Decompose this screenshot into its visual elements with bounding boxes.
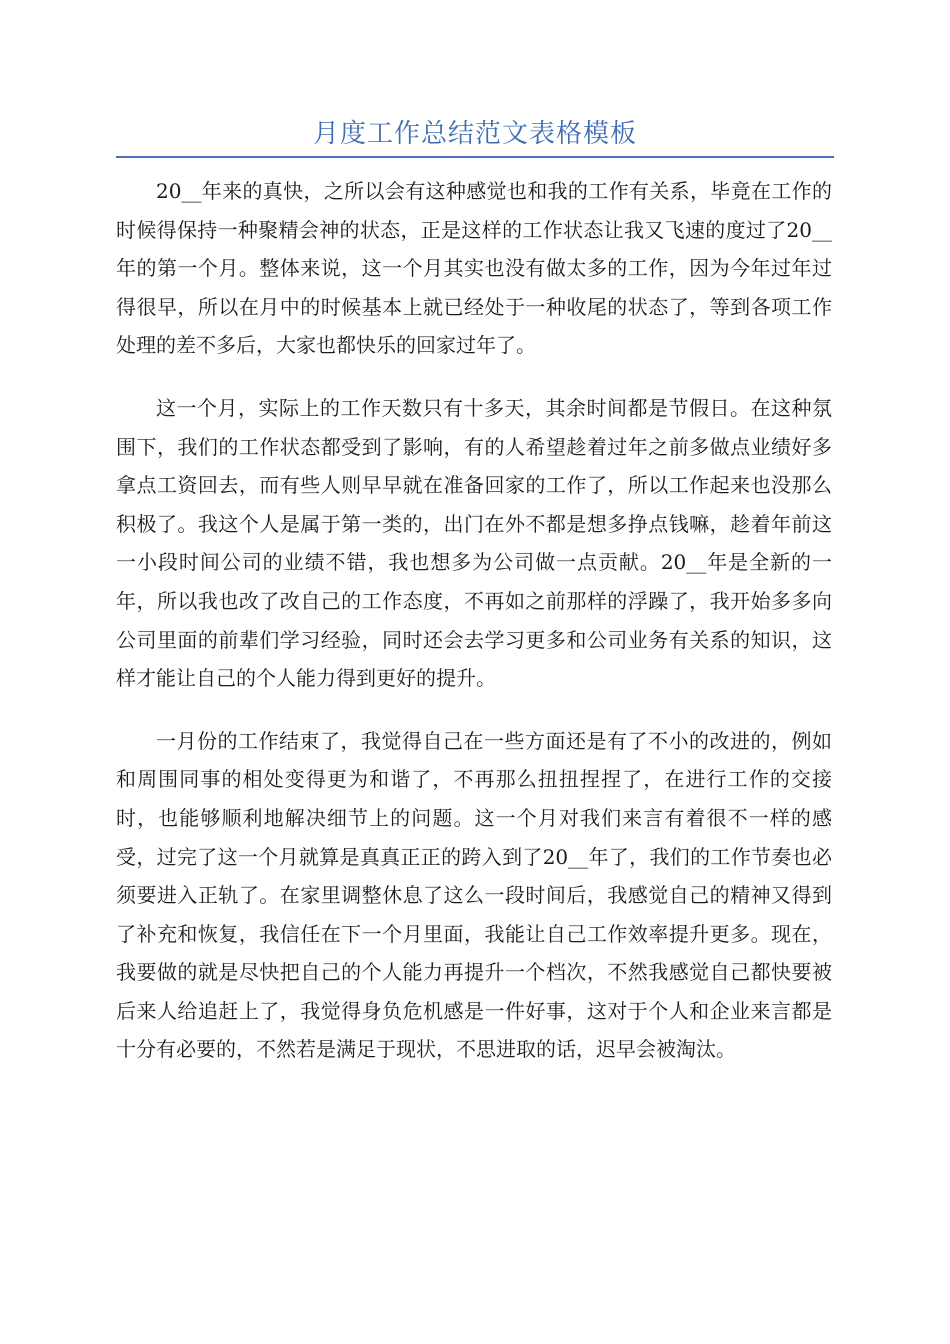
paragraph-1: 20__年来的真快，之所以会有这种感觉也和我的工作有关系，毕竟在工作的时候得保持一种聚精会神的状态，正是这样的工作状态让我又飞速的度过了20__年的第一个月。整体来说，这一个月其实也没有做太多的工作，因为今年过年过得很早，所以在月中的时候基本上就已经处于一种收尾的状态了，等到各项工作处理的差不多后，大家也都快乐的回家过年了。 [116,179,832,358]
paragraph-3: 一月份的工作结束了，我觉得自己在一些方面还是有了不小的改进的，例如和周围同事的相处变得更为和谐了，不再那么扭扭捏捏了，在进行工作的交接时，也能够顺利地解决细节上的问题。这一个月对我们来言有着很不一样的感受，过完了这一个月就算是真真正正的跨入到了20__年了，我们的工作节奏也必须要进入正轨了。在家里调整休息了这么一段时间后，我感觉自己的精神又得到了补充和恢复，我信任在下一个月里面，我能让自己工作效率提升更多。现在，我要做的就是尽快把自己的个人能力再提升一个档次，不然我感觉自己都快要被后来人给追赶上了，我觉得身负危机感是一件好事，这对于个人和企业来言都是十分有必要的，不然若是满足于现状，不思进取的话，迟早会被淘汰。 [116,728,832,1062]
paragraph-2: 这一个月，实际上的工作天数只有十多天，其余时间都是节假日。在这种氛围下，我们的工作状态都受到了影响，有的人希望趁着过年之前多做点业绩好多拿点工资回去，而有些人则早早就在准备回家的工作了，所以工作起来也没那么积极了。我这个人是属于第一类的，出门在外不都是想多挣点钱嘛，趁着年前这一小段时间公司的业绩不错，我也想多为公司做一点贡献。20__年是全新的一年，所以我也改了改自己的工作态度，不再如之前那样的浮躁了，我开始多多向公司里面的前辈们学习经验，同时还会去学习更多和公司业务有关系的知识，这样才能让自己的个人能力得到更好的提升。 [116,395,832,691]
document-title: 月度工作总结范文表格模板 [312,119,637,149]
document-body [116,172,832,1093]
title-block [116,112,834,158]
